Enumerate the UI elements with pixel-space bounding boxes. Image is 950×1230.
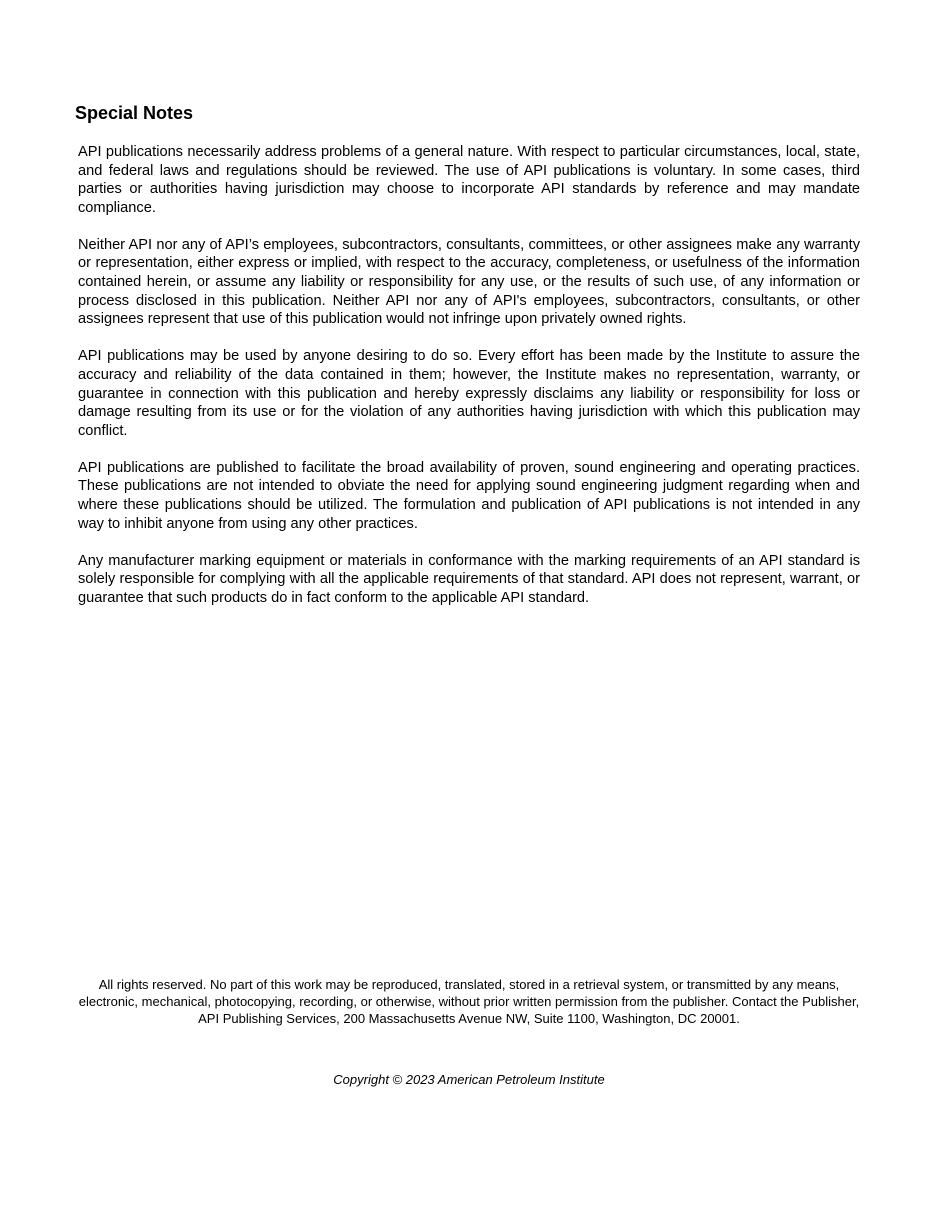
paragraph-manufacturer-marking: Any manufacturer marking equipment or materials in conformance with the marking requirements of an API standard is solely responsible for complying with all the applicable requirements of that standard. API does not represent, warrant, or guarantee that such products do in fact conform to the applicable API standard. bbox=[78, 552, 860, 606]
paragraph-general-nature: API publications necessarily address problems of a general nature. With respect to particular circumstances, local, state, and federal laws and regulations should be reviewed. The use of API publications is voluntary. In some cases, third parties or authorities having jurisdiction may choose to incorporate API standards by reference and may mandate compliance. bbox=[78, 144, 860, 216]
paragraph-warranty-disclaimer: Neither API nor any of API’s employees, subcontractors, consultants, committees, or other assignees make any warranty or representation, either express or implied, with respect to the accuracy, completeness, or usefulness of the information contained herein, or assume any liability or responsibility for any use, or the results of such use, of any information or process disclosed in this publication. Neither API nor any of API's employees, subcontractors, consultants, or other assignees represent that use of this publication would not infringe upon privately owned rights. bbox=[78, 236, 860, 328]
copyright-line: Copyright © 2023 American Petroleum Institute bbox=[333, 1072, 605, 1087]
rights-notice: All rights reserved. No part of this work may be reproduced, translated, stored in a retrieval system, or transmitted by any means, electronic, mechanical, photocopying, recording, or otherwise, without prior written permission from the publisher. Contact the Publisher, API Publishing Services, 200 Massachusetts Avenue NW, Suite 1100, Washington, DC 20001. bbox=[78, 977, 860, 1027]
paragraph-liability-disclaimer: API publications may be used by anyone desiring to do so. Every effort has been made by the Institute to assure the accuracy and reliability of the data contained in them; however, the Institute makes no representation, warranty, or guarantee in connection with this publication and hereby expressly disclaims any liability or responsibility for loss or damage resulting from its use or for the violation of any authorities having jurisdiction with which this publication may conflict. bbox=[78, 348, 860, 439]
page-title: Special Notes bbox=[75, 103, 194, 123]
paragraph-publication-purpose: API publications are published to facilitate the broad availability of proven, sound engineering and operating practices. These publications are not intended to obviate the need for applying sound engineering judgment regarding when and where these publications should be utilized. The formulation and publication of API publications is not intended in any way to inhibit anyone from using any other practices. bbox=[78, 459, 860, 532]
special-notes-body bbox=[78, 143, 860, 626]
